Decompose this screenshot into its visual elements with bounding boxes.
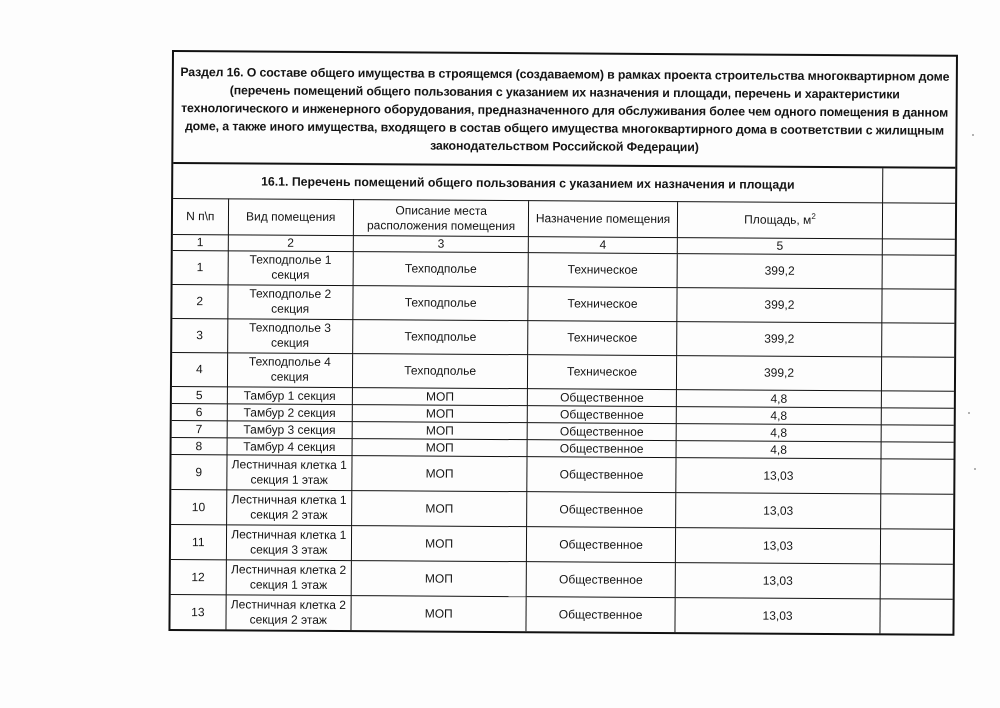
purpose: Общественное xyxy=(527,457,676,493)
location: Техподполье xyxy=(352,354,528,389)
common-property-table-frame xyxy=(168,50,958,636)
row-number: 13 xyxy=(170,595,225,630)
area: 4,8 xyxy=(676,390,882,408)
table-row xyxy=(171,490,953,530)
purpose: Техническое xyxy=(528,253,677,288)
table-row xyxy=(172,319,954,358)
room-type: Техподполье 3 секция xyxy=(227,319,353,354)
empty-cell xyxy=(881,442,953,459)
area: 399,2 xyxy=(676,356,882,391)
empty-cell xyxy=(882,289,954,323)
row-number: 11 xyxy=(171,525,226,560)
col-number-5: 5 xyxy=(677,238,883,255)
col-number-2: 2 xyxy=(228,235,353,252)
location: МОП xyxy=(352,388,528,406)
area: 399,2 xyxy=(676,322,882,357)
room-type: Лестничная клетка 2 секция 2 этаж xyxy=(226,595,352,630)
col-number-4: 4 xyxy=(529,237,677,254)
table-row xyxy=(172,353,954,392)
location: Техподполье xyxy=(353,320,529,355)
purpose: Техническое xyxy=(528,355,677,390)
purpose: Общественное xyxy=(528,423,676,441)
purpose: Техническое xyxy=(528,321,677,356)
empty-cell xyxy=(883,203,955,239)
empty-cell xyxy=(882,391,954,408)
purpose: Общественное xyxy=(527,492,676,528)
row-number: 4 xyxy=(172,353,227,387)
empty-cell xyxy=(882,408,954,425)
row-number: 7 xyxy=(172,421,227,438)
col-number-3: 3 xyxy=(353,236,529,253)
area: 13,03 xyxy=(675,563,881,599)
col-header-location: Описание места расположения помещения xyxy=(353,200,529,237)
empty-cell xyxy=(880,599,952,634)
location: МОП xyxy=(352,405,528,423)
area-unit-superscript: 2 xyxy=(811,211,816,221)
row-number: 6 xyxy=(172,404,227,421)
table-row xyxy=(171,525,953,565)
document-sheet xyxy=(168,50,954,636)
subsection-title: 16.1. Перечень помещений общего пользования с указанием их назначения и площади xyxy=(173,164,883,203)
row-number: 12 xyxy=(171,560,226,595)
location: МОП xyxy=(352,456,528,492)
location: Техподполье xyxy=(353,286,529,321)
row-number: 3 xyxy=(172,319,227,353)
table-row xyxy=(170,595,952,634)
location: МОП xyxy=(351,561,527,597)
table-row xyxy=(171,560,953,600)
empty-cell xyxy=(883,168,955,203)
section-title xyxy=(173,52,956,169)
table-row xyxy=(171,455,953,495)
row-number: 9 xyxy=(171,455,226,490)
column-header-row xyxy=(173,199,955,240)
col-number-1: 1 xyxy=(173,235,228,251)
row-number: 8 xyxy=(172,438,227,455)
row-number: 2 xyxy=(172,285,227,319)
purpose: Общественное xyxy=(528,406,676,424)
location: МОП xyxy=(352,422,528,440)
purpose: Общественное xyxy=(527,562,676,598)
col-header-purpose: Назначение помещения xyxy=(529,201,678,238)
empty-cell xyxy=(883,239,955,255)
location: МОП xyxy=(351,596,527,632)
location: Техподполье xyxy=(353,252,529,287)
room-type: Техподполье 4 секция xyxy=(227,353,353,388)
purpose: Общественное xyxy=(527,440,675,458)
purpose: Общественное xyxy=(526,597,675,632)
subsection-row xyxy=(173,164,955,203)
location: МОП xyxy=(351,526,527,562)
col-header-room-type: Вид помещения xyxy=(228,199,354,236)
scan-speck xyxy=(968,412,970,414)
room-type: Лестничная клетка 1 секция 1 этаж xyxy=(226,455,352,491)
location: МОП xyxy=(352,439,528,457)
col-header-area-label: Площадь, м xyxy=(744,212,812,227)
room-type: Тамбур 2 секция xyxy=(227,404,352,422)
area: 4,8 xyxy=(676,424,882,442)
table-row xyxy=(172,285,954,324)
row-number: 5 xyxy=(172,387,227,404)
col-header-area xyxy=(677,202,883,239)
room-type: Лестничная клетка 2 секция 1 этаж xyxy=(226,560,352,596)
purpose: Техническое xyxy=(528,287,677,322)
room-type: Лестничная клетка 1 секция 3 этаж xyxy=(226,525,352,561)
room-type: Техподполье 1 секция xyxy=(228,251,354,286)
room-type: Лестничная клетка 1 секция 2 этаж xyxy=(226,490,352,526)
area: 4,8 xyxy=(676,441,882,459)
area: 13,03 xyxy=(675,528,881,564)
purpose: Общественное xyxy=(527,527,676,563)
room-type: Техподполье 2 секция xyxy=(227,285,353,320)
area: 399,2 xyxy=(677,254,883,289)
empty-cell xyxy=(881,459,953,494)
room-type: Тамбур 4 секция xyxy=(227,438,352,456)
area: 399,2 xyxy=(677,288,883,323)
empty-cell xyxy=(881,425,953,442)
location: МОП xyxy=(352,491,528,527)
col-header-number: N п\п xyxy=(173,199,228,235)
table-row xyxy=(173,251,955,290)
purpose: Общественное xyxy=(528,389,676,407)
section-title-text: Раздел 16. О составе общего имущества в строящемся (создаваемом) в рамках проекта строительства многоквартирном доме (перечень помещений общего пользования с указанием их назначения и площади, перечень и характеристики технологического и инженерного оборудования, предназначенного для обслуживания более чем одного помещения в данном доме, а также иного имущества, входящего в состав общего имущества многоквартирного дома в соответствии с жилищным законодательством Российской Федерации) xyxy=(180,65,950,155)
empty-cell xyxy=(882,357,954,391)
scan-speck xyxy=(972,134,974,136)
row-number: 1 xyxy=(173,251,228,285)
scan-speck xyxy=(974,468,976,470)
common-areas-table xyxy=(170,164,955,634)
empty-cell xyxy=(882,323,954,357)
area: 13,03 xyxy=(676,458,882,494)
empty-cell xyxy=(880,564,952,599)
area: 13,03 xyxy=(675,493,881,529)
empty-cell xyxy=(881,494,953,529)
empty-cell xyxy=(882,255,954,289)
area: 4,8 xyxy=(676,407,882,425)
room-type: Тамбур 3 секция xyxy=(227,421,352,439)
row-number: 10 xyxy=(171,490,226,525)
area: 13,03 xyxy=(675,598,881,634)
room-type: Тамбур 1 секция xyxy=(227,387,352,405)
empty-cell xyxy=(881,529,953,564)
